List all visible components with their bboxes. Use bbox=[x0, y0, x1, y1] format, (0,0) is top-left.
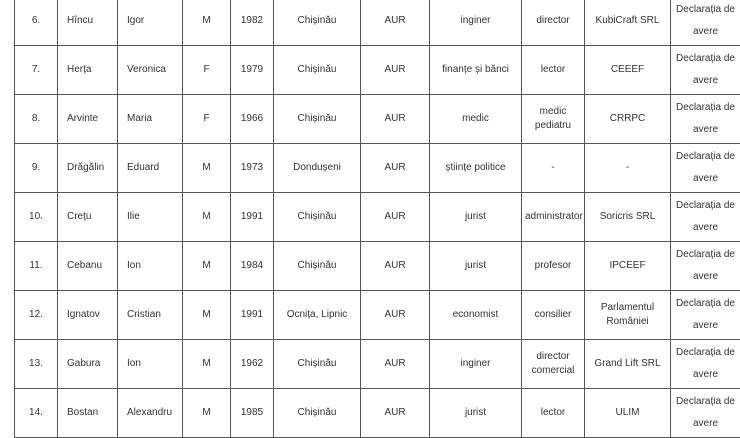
cell-last-name: Crețu bbox=[58, 193, 118, 242]
cell-party: AUR bbox=[361, 144, 430, 193]
cell-sex: M bbox=[183, 144, 231, 193]
asset-declaration-link[interactable]: Declarația de avere bbox=[671, 48, 740, 92]
cell-number: 6. bbox=[15, 0, 58, 46]
cell-party: AUR bbox=[361, 340, 430, 389]
cell-birth-year: 1991 bbox=[231, 291, 274, 340]
cell-first-name: Ilie bbox=[118, 193, 183, 242]
cell-number: 13. bbox=[15, 340, 58, 389]
cell-sex: M bbox=[183, 389, 231, 438]
cell-last-name: Herța bbox=[58, 46, 118, 95]
cell-sex: F bbox=[183, 46, 231, 95]
cell-asset-declaration bbox=[671, 0, 740, 46]
cell-profession: inginer bbox=[430, 340, 522, 389]
cell-last-name: Ignatov bbox=[58, 291, 118, 340]
cell-profession: economist bbox=[430, 291, 522, 340]
cell-asset-declaration bbox=[671, 95, 740, 144]
cell-locality: Ocnița, Lipnic bbox=[274, 291, 361, 340]
cell-birth-year: 1973 bbox=[231, 144, 274, 193]
asset-declaration-link[interactable]: Declarația de avere bbox=[671, 391, 740, 435]
cell-party: AUR bbox=[361, 0, 430, 46]
cell-last-name: Gabura bbox=[58, 340, 118, 389]
cell-number: 9. bbox=[15, 144, 58, 193]
cell-position: profesor bbox=[522, 242, 585, 291]
cell-first-name: Alexandru bbox=[118, 389, 183, 438]
cell-sex: M bbox=[183, 242, 231, 291]
table-row bbox=[15, 0, 740, 46]
cell-party: AUR bbox=[361, 46, 430, 95]
cell-workplace: CRRPC bbox=[585, 95, 671, 144]
cell-asset-declaration bbox=[671, 193, 740, 242]
cell-party: AUR bbox=[361, 242, 430, 291]
cell-profession: finanțe și bănci bbox=[430, 46, 522, 95]
cell-asset-declaration bbox=[671, 242, 740, 291]
cell-birth-year: 1984 bbox=[231, 242, 274, 291]
asset-declaration-link[interactable]: Declarația de avere bbox=[671, 0, 740, 43]
table-row bbox=[15, 144, 740, 193]
cell-locality: Dondușeni bbox=[274, 144, 361, 193]
cell-position: director bbox=[522, 0, 585, 46]
cell-first-name: Veronica bbox=[118, 46, 183, 95]
cell-sex: M bbox=[183, 0, 231, 46]
cell-number: 7. bbox=[15, 46, 58, 95]
table-row bbox=[15, 193, 740, 242]
cell-birth-year: 1982 bbox=[231, 0, 274, 46]
cell-profession: jurist bbox=[430, 193, 522, 242]
cell-last-name: Cebanu bbox=[58, 242, 118, 291]
cell-party: AUR bbox=[361, 193, 430, 242]
cell-workplace: Parlamentul României bbox=[585, 291, 671, 340]
cell-party: AUR bbox=[361, 95, 430, 144]
candidates-table-body bbox=[15, 0, 740, 438]
cell-first-name: Cristian bbox=[118, 291, 183, 340]
cell-workplace: ULIM bbox=[585, 389, 671, 438]
cell-asset-declaration bbox=[671, 340, 740, 389]
cell-profession: jurist bbox=[430, 389, 522, 438]
cell-workplace: IPCEEF bbox=[585, 242, 671, 291]
cell-birth-year: 1966 bbox=[231, 95, 274, 144]
cell-birth-year: 1979 bbox=[231, 46, 274, 95]
asset-declaration-link[interactable]: Declarația de avere bbox=[671, 244, 740, 288]
cell-position: lector bbox=[522, 46, 585, 95]
candidates-table bbox=[14, 0, 740, 438]
cell-asset-declaration bbox=[671, 144, 740, 193]
cell-birth-year: 1962 bbox=[231, 340, 274, 389]
cell-asset-declaration bbox=[671, 291, 740, 340]
table-row bbox=[15, 46, 740, 95]
asset-declaration-link[interactable]: Declarația de avere bbox=[671, 293, 740, 337]
cell-profession: inginer bbox=[430, 0, 522, 46]
cell-number: 11. bbox=[15, 242, 58, 291]
cell-asset-declaration bbox=[671, 46, 740, 95]
cell-position: administrator bbox=[522, 193, 585, 242]
cell-locality: Chișinău bbox=[274, 95, 361, 144]
cell-profession: jurist bbox=[430, 242, 522, 291]
cell-position: - bbox=[522, 144, 585, 193]
table-row bbox=[15, 95, 740, 144]
cell-first-name: Maria bbox=[118, 95, 183, 144]
cell-position: lector bbox=[522, 389, 585, 438]
cell-birth-year: 1991 bbox=[231, 193, 274, 242]
cell-profession: medic bbox=[430, 95, 522, 144]
cell-last-name: Bostan bbox=[58, 389, 118, 438]
cell-first-name: Eduard bbox=[118, 144, 183, 193]
cell-workplace: - bbox=[585, 144, 671, 193]
cell-sex: F bbox=[183, 95, 231, 144]
table-row bbox=[15, 340, 740, 389]
table-row bbox=[15, 291, 740, 340]
cell-workplace: Grand Lift SRL bbox=[585, 340, 671, 389]
cell-number: 14. bbox=[15, 389, 58, 438]
cell-sex: M bbox=[183, 291, 231, 340]
cell-first-name: Ion bbox=[118, 340, 183, 389]
cell-party: AUR bbox=[361, 291, 430, 340]
cell-locality: Chișinău bbox=[274, 0, 361, 46]
cell-position: medic pediatru bbox=[522, 95, 585, 144]
cell-locality: Chișinău bbox=[274, 340, 361, 389]
cell-sex: M bbox=[183, 193, 231, 242]
cell-sex: M bbox=[183, 340, 231, 389]
cell-profession: științe politice bbox=[430, 144, 522, 193]
cell-locality: Chișinău bbox=[274, 389, 361, 438]
cell-workplace: CEEEF bbox=[585, 46, 671, 95]
asset-declaration-link[interactable]: Declarația de avere bbox=[671, 195, 740, 239]
cell-asset-declaration bbox=[671, 389, 740, 438]
cell-birth-year: 1985 bbox=[231, 389, 274, 438]
cell-first-name: Igor bbox=[118, 0, 183, 46]
table-row bbox=[15, 242, 740, 291]
cell-number: 12. bbox=[15, 291, 58, 340]
asset-declaration-link[interactable]: Declarația de avere bbox=[671, 97, 740, 141]
table-row bbox=[15, 389, 740, 438]
cell-number: 10. bbox=[15, 193, 58, 242]
cell-workplace: KubiCraft SRL bbox=[585, 0, 671, 46]
cell-locality: Chișinău bbox=[274, 242, 361, 291]
cell-position: director comercial bbox=[522, 340, 585, 389]
cell-locality: Chișinău bbox=[274, 193, 361, 242]
cell-locality: Chișinău bbox=[274, 46, 361, 95]
cell-position: consilier bbox=[522, 291, 585, 340]
cell-party: AUR bbox=[361, 389, 430, 438]
cell-workplace: Soricris SRL bbox=[585, 193, 671, 242]
asset-declaration-link[interactable]: Declarația de avere bbox=[671, 146, 740, 190]
cell-last-name: Hîncu bbox=[58, 0, 118, 46]
cell-last-name: Arvinte bbox=[58, 95, 118, 144]
cell-number: 8. bbox=[15, 95, 58, 144]
asset-declaration-link[interactable]: Declarația de avere bbox=[671, 342, 740, 386]
cell-last-name: Drăgălin bbox=[58, 144, 118, 193]
cell-first-name: Ion bbox=[118, 242, 183, 291]
